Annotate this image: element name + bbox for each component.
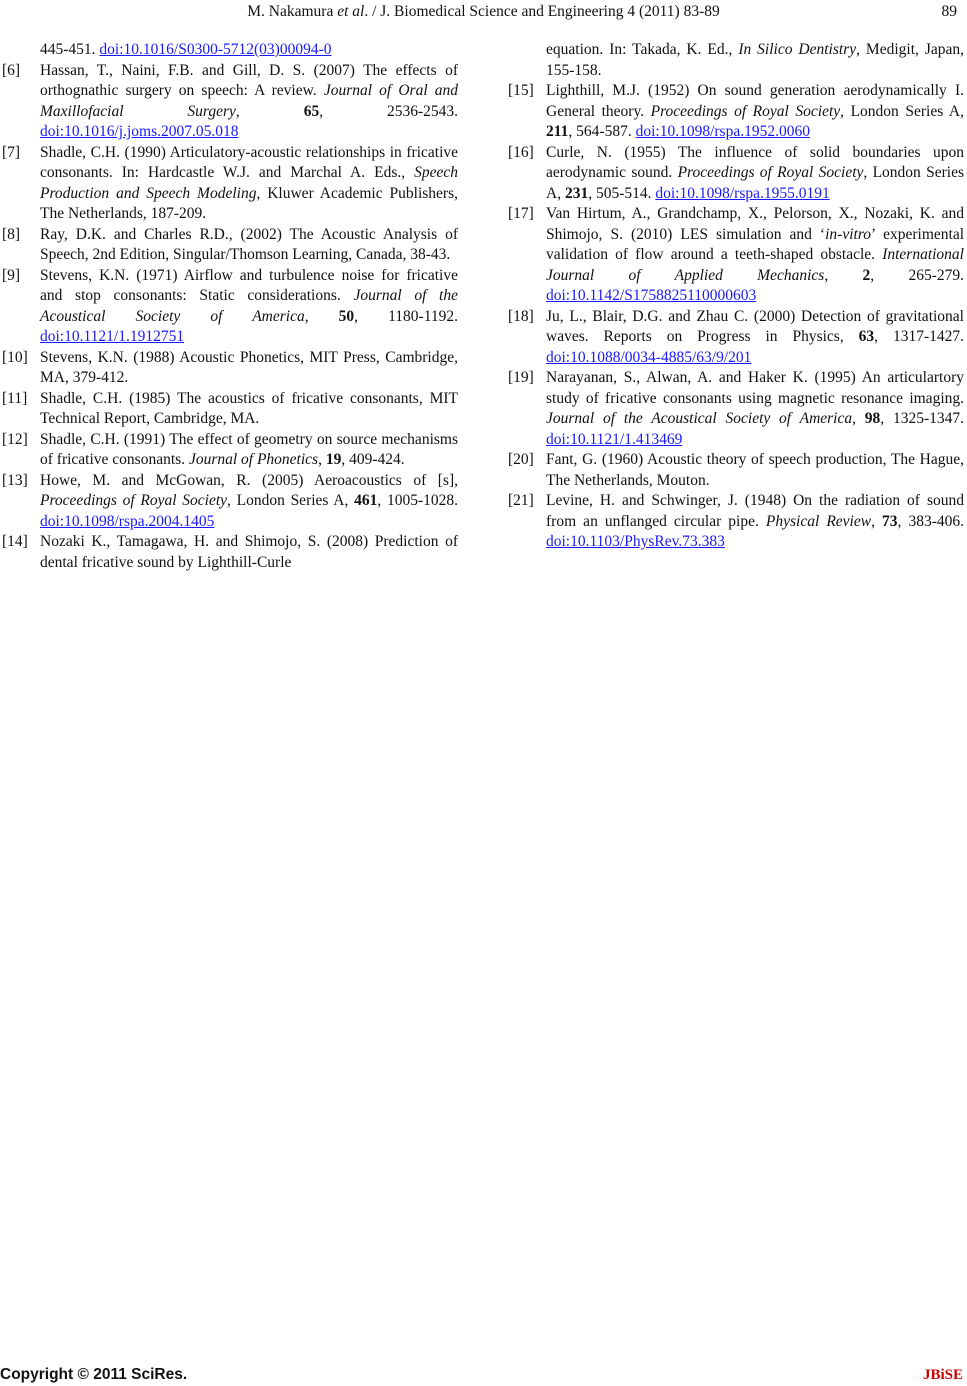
volume-number: 98 [864,410,881,427]
reference-text: , [871,512,883,530]
reference-ref-21 [508,491,964,553]
reference-number: [9] [2,266,21,284]
header-title: M. Nakamura et al. / J. Biomedical Science and Engineering 4 (2011) 83-89 [247,3,720,20]
reference-text: Nozaki K., Tamagawa, H. and Shimojo, S. (2008) Prediction of dental fricative sound by Lighthill-Curle [40,533,458,571]
reference-text: , Kluwer Academic Publishers, The Netherlands, 187-209. [40,184,458,222]
doi-link[interactable]: doi:10.1142/S1758825110000603 [546,287,757,304]
reference-text: , 2536-2543. [319,102,458,120]
reference-ref-18 [508,307,964,369]
volume-number: 65 [303,102,320,120]
italic-text: Journal of Phonetics [188,451,319,468]
reference-text: , London Series A, [840,102,964,120]
reference-ref-5-cont [40,40,458,61]
reference-number: [8] [2,225,21,243]
reference-ref-12 [2,430,458,471]
reference-number: [20] [508,451,534,468]
reference-ref-20 [508,450,964,491]
reference-number: [11] [2,389,28,407]
doi-link[interactable]: doi:10.1016/S0300-5712(03)00094-0 [99,41,332,58]
journal-abbreviation: JBiSE [922,1367,963,1383]
doi-link[interactable]: doi:10.1016/j.joms.2007.05.018 [40,123,239,140]
reference-text: Fant, G. (1960) Acoustic theory of speech production, The Hague, The Netherlands, Mouton. [546,451,964,489]
reference-ref-17 [508,204,965,307]
copyright-notice: Copyright © 2011 SciRes. [0,1366,188,1383]
page-number: 89 [941,3,957,20]
reference-text: , [235,102,304,120]
reference-text: , 564-587. [568,123,636,140]
running-header [0,1,967,23]
volume-number: 73 [882,512,898,530]
reference-text: Ray, D.K. and Charles R.D., (2002) The Acoustic Analysis of Speech, 2nd Edition, Singular/Thomson Learning, Canada, 38-43. [40,225,458,263]
reference-ref-19 [508,368,964,450]
reference-number: [7] [2,143,21,161]
reference-text: , London Series A, [227,492,355,509]
reference-text: , 1005-1028. [377,492,458,509]
italic-text: Journal of the Acoustical Society of America [546,410,853,427]
reference-number: [17] [508,205,534,222]
reference-text: , 409-424. [341,451,405,468]
volume-number: 19 [325,451,342,468]
italic-text: Proceedings of Royal Society [40,492,228,509]
reference-text: , 383-406. [897,512,964,530]
reference-text: Narayanan, S., Alwan, A. and Haker K. (1995) An articulartory study of fricative consonants using magnetic resonance imaging. [546,369,964,407]
doi-link[interactable]: doi:10.1088/0034-4885/63/9/201 [546,348,752,366]
volume-number: 2 [862,266,871,284]
reference-ref-8 [2,225,458,266]
italic-text: Proceedings of Royal Society [677,164,864,181]
italic-text: Journal of Oral and Maxillofacial Surgery [40,82,458,120]
reference-number: [6] [2,61,21,79]
volume-number: 50 [338,307,355,325]
doi-link[interactable]: doi:10.1121/1.413469 [546,430,683,448]
reference-text: Lighthill, M.J. (1952) On sound generation aerodynamically I. General theory. [546,82,964,120]
reference-ref-10 [2,348,458,389]
reference-ref-14-cont [546,40,964,81]
reference-number: [14] [2,533,28,550]
reference-number: [15] [508,82,534,99]
reference-text: Shadle, C.H. (1985) The acoustics of fricative consonants, MIT Technical Report, Cambridge, MA. [40,389,458,427]
reference-ref-11 [2,389,458,430]
reference-text: , 265-279. [870,266,964,284]
reference-text: , [318,451,326,468]
reference-number: [19] [508,369,534,386]
italic-text: In Silico Dentistry [738,41,857,58]
reference-text: , Medigit, Japan, 155-158. [546,41,964,79]
volume-number: 461 [354,492,378,509]
reference-text: Shadle, C.H. (1991) The effect of geometry on source mechanisms of fricative consonants. [40,430,458,468]
doi-link[interactable]: doi:10.1103/PhysRev.73.383 [546,533,725,550]
reference-text: Stevens, K.N. (1988) Acoustic Phonetics, MIT Press, Cambridge, MA, 379-412. [40,348,458,386]
volume-number: 63 [858,328,875,345]
doi-link[interactable]: doi:10.1098/rspa.1955.0191 [655,184,830,202]
reference-text: , 1325-1347. [880,410,964,427]
reference-text: , [824,266,863,284]
reference-ref-7 [2,143,458,225]
references-left-column [2,40,458,573]
reference-text: , [852,410,865,427]
reference-ref-16 [508,143,964,205]
italic-text: International Journal of Applied Mechanics [546,246,964,284]
reference-text: Ju, L., Blair, D.G. and Zhau C. (2000) Detection of gravitational waves. Reports on Progress in Physics, [546,307,964,345]
reference-number: [10] [2,348,28,366]
reference-text: Howe, M. and McGowan, R. (2005) Aeroacoustics of [s], [40,471,458,489]
reference-ref-6 [2,61,458,143]
references-right-column [508,40,965,553]
doi-link[interactable]: doi:10.1121/1.1912751 [40,328,185,345]
reference-text: , 505-514. [588,184,656,202]
reference-text: , London Series A, [546,164,964,202]
doi-link[interactable]: doi:10.1098/rspa.2004.1405 [40,512,215,530]
reference-text: , [304,307,339,325]
reference-text: Van Hirtum, A., Grandchamp, X., Pelorson, X., Nozaki, K. and Shimojo, S. (2010) LES simulation and ‘ [546,205,964,243]
reference-number: [21] [508,492,534,509]
doi-link[interactable]: doi:10.1098/rspa.1952.0060 [635,123,810,140]
reference-text: Curle, N. (1955) The influence of solid boundaries upon aerodynamic sound. [546,143,964,181]
reference-text: , 1317-1427. [874,328,964,345]
reference-number: [13] [2,471,28,489]
reference-ref-15 [508,81,964,143]
reference-text: Stevens, K.N. (1971) Airflow and turbulence noise for fricative and stop consonants: Static considerations. [40,266,458,304]
reference-text: Levine, H. and Schwinger, J. (1948) On the radiation of sound from an unflanged circular pipe. [546,492,964,530]
reference-text: , 1180-1192. [354,307,458,325]
reference-text: equation. In: Takada, K. Ed., [546,41,739,58]
reference-number: [12] [2,430,28,448]
volume-number: 211 [546,123,569,140]
italic-text: in-vitro [825,225,872,243]
reference-number: [18] [508,307,534,325]
volume-number: 231 [564,184,589,202]
italic-text: Physical Review [765,512,872,530]
italic-text: Speech Production and Speech Modeling [40,164,458,202]
italic-text: Proceedings of Royal Society [650,102,841,120]
reference-text: Hassan, T., Naini, F.B. and Gill, D. S. (2007) The effects of orthognathic surgery on speech: A review. [40,61,458,99]
italic-text: Journal of the Acoustical Society of America [40,287,458,325]
reference-text: ’ experimental validation of flow around a teeth-shaped obstacle. [546,225,965,263]
reference-number: [16] [508,143,534,161]
reference-ref-9 [2,266,458,348]
reference-text: 445-451. [40,41,100,58]
reference-ref-14 [2,532,458,573]
reference-ref-13 [2,471,458,533]
reference-text: Shadle, C.H. (1990) Articulatory-acoustic relationships in fricative consonants. In: Hardcastle W.J. and Marchal A. Eds., [40,143,458,181]
